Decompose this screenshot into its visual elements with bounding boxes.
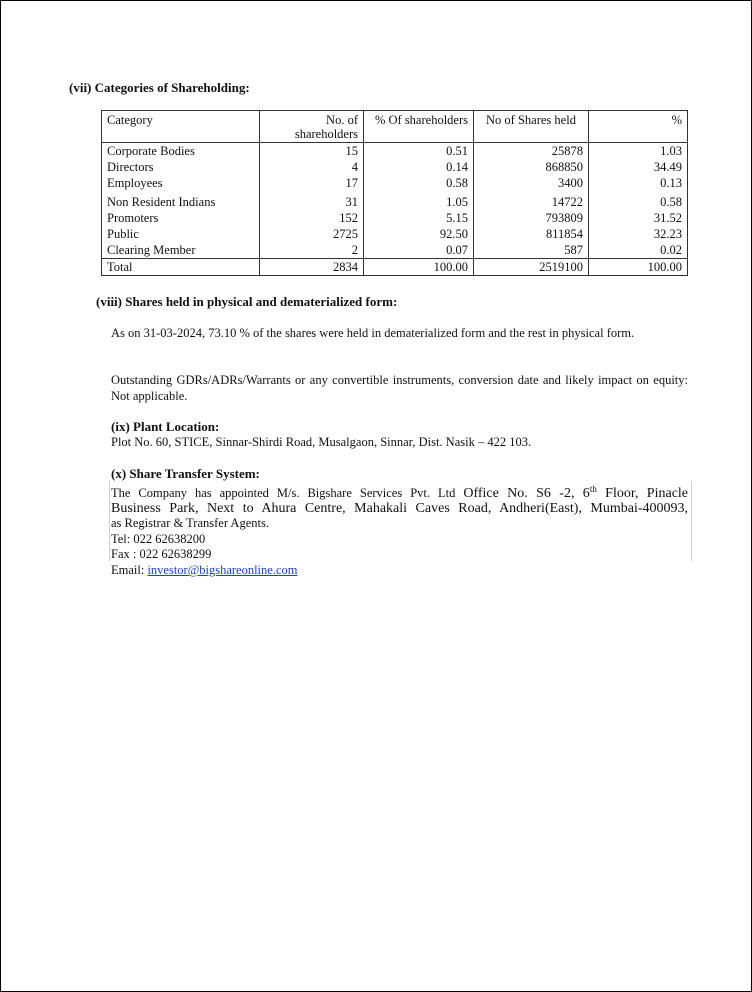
section-viii-heading: (viii) Shares held in physical and dematerialized form: — [96, 294, 398, 309]
cell-shares-pct: 1.03 — [589, 143, 688, 160]
cell-shares-pct: 0.02 — [589, 242, 688, 259]
registrar-line-2: Business Park, Next to Ahura Centre, Mahakali Caves Road, Andheri(East), Mumbai-400093, — [111, 501, 688, 516]
section-vii-heading: (vii) Categories of Shareholding: — [69, 80, 250, 95]
table-row — [102, 191, 688, 210]
cell-holders: 4 — [260, 159, 364, 175]
telephone: Tel: 022 62638200 — [111, 532, 206, 546]
cell-holders: 31 — [260, 191, 364, 210]
table-row — [102, 159, 688, 175]
cell-shares-pct: 31.52 — [589, 210, 688, 226]
table-header-row — [102, 111, 688, 143]
cell-holders-pct: 0.58 — [364, 175, 474, 191]
cell-shares: 25878 — [474, 143, 589, 160]
header-pct: % — [589, 111, 688, 143]
shareholding-table — [101, 110, 688, 276]
cell-shares: 587 — [474, 242, 589, 259]
cell-holders-pct: 92.50 — [364, 226, 474, 242]
section-ix-heading: (ix) Plant Location: — [111, 419, 220, 434]
cell-category: Directors — [102, 159, 260, 175]
cell-category: Clearing Member — [102, 242, 260, 259]
cell-shares: 14722 — [474, 191, 589, 210]
cell-holders-pct: 0.07 — [364, 242, 474, 259]
cell-shares: 2519100 — [474, 259, 589, 276]
registrar-intro: The Company has appointed M/s. Bigshare Services Pvt. Ltd — [111, 486, 464, 501]
fax: Fax : 022 62638299 — [111, 547, 212, 561]
header-no-of-shares-held: No of Shares held — [474, 111, 589, 143]
cell-holders: 2725 — [260, 226, 364, 242]
email-label: Email: — [111, 563, 148, 577]
ordinal-suffix: th — [589, 484, 597, 494]
cell-shares-pct: 34.49 — [589, 159, 688, 175]
cell-holders: 2 — [260, 242, 364, 259]
cell-holders-pct: 0.51 — [364, 143, 474, 160]
table-row — [102, 175, 688, 191]
registrar-office: Office No. S6 -2, 6 — [463, 486, 590, 502]
cell-holders-pct: 0.14 — [364, 159, 474, 175]
cell-shares-pct: 0.13 — [589, 175, 688, 191]
registrar-line-3: as Registrar & Transfer Agents. — [111, 516, 269, 530]
header-no-of-shareholders: No. of shareholders — [260, 111, 364, 143]
email-link[interactable]: investor@bigshareonline.com — [147, 563, 298, 577]
cell-category: Non Resident Indians — [102, 191, 260, 210]
cell-shares: 3400 — [474, 175, 589, 191]
plant-address: Plot No. 60, STICE, Sinnar-Shirdi Road, Musalgaon, Sinnar, Dist. Nasik – 422 103. — [111, 435, 532, 449]
email-line — [111, 563, 297, 578]
cell-shares: 793809 — [474, 210, 589, 226]
demat-paragraph: As on 31-03-2024, 73.10 % of the shares were held in dematerialized form and the rest in physical form. — [111, 326, 635, 340]
cell-shares-pct: 32.23 — [589, 226, 688, 242]
header-pct-of-shareholders: % Of shareholders — [364, 111, 474, 143]
registrar-floor: Floor, Pinacle — [596, 486, 689, 502]
table-row — [102, 242, 688, 259]
cell-shares-pct: 0.58 — [589, 191, 688, 210]
section-x-heading: (x) Share Transfer System: — [111, 466, 260, 481]
cell-holders: 15 — [260, 143, 364, 160]
table-row — [102, 210, 688, 226]
table-total-row — [102, 259, 688, 276]
table-row — [102, 226, 688, 242]
cell-shares-pct: 100.00 — [589, 259, 688, 276]
table-row — [102, 143, 688, 160]
cell-category: Employees — [102, 175, 260, 191]
cell-category: Public — [102, 226, 260, 242]
cell-holders-pct: 1.05 — [364, 191, 474, 210]
cell-category: Promoters — [102, 210, 260, 226]
cell-category: Total — [102, 259, 260, 276]
header-category: Category — [102, 111, 260, 143]
cell-holders: 152 — [260, 210, 364, 226]
cell-holders-pct: 100.00 — [364, 259, 474, 276]
convertible-instruments-paragraph: Outstanding GDRs/ADRs/Warrants or any convertible instruments, conversion date and likely impact on equity: Not applicable. — [111, 373, 688, 403]
registrar-line-1 — [111, 484, 688, 502]
cell-holders: 2834 — [260, 259, 364, 276]
cell-holders: 17 — [260, 175, 364, 191]
cell-shares: 811854 — [474, 226, 589, 242]
cell-shares: 868850 — [474, 159, 589, 175]
cell-holders-pct: 5.15 — [364, 210, 474, 226]
cell-category: Corporate Bodies — [102, 143, 260, 160]
